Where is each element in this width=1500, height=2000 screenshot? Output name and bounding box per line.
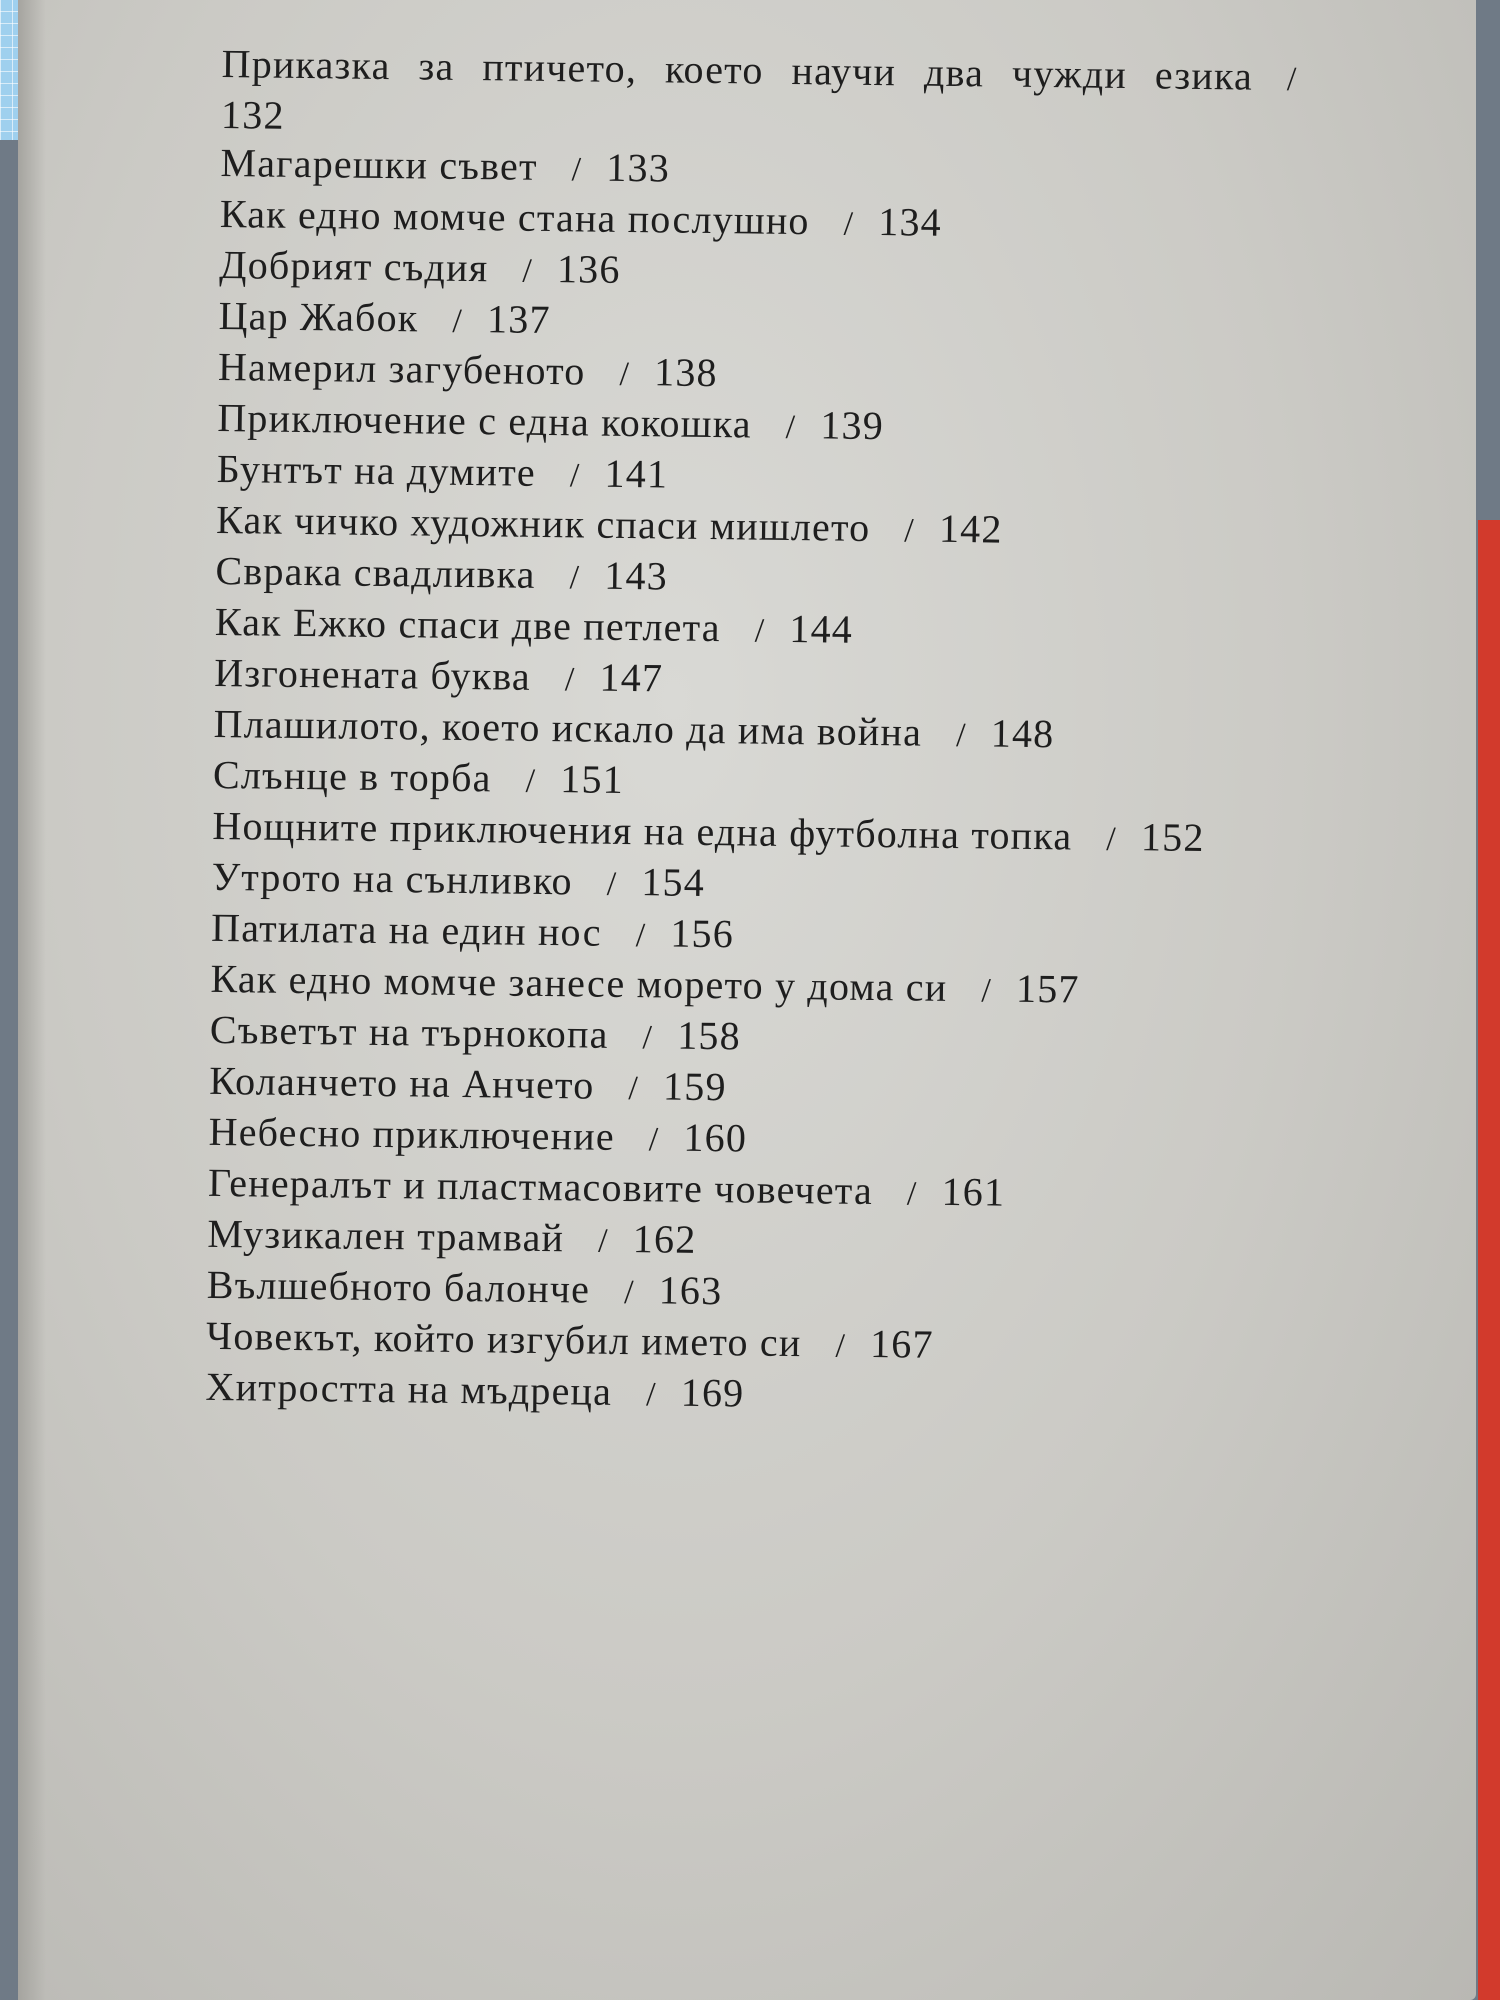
toc-separator: / — [785, 408, 797, 447]
toc-page-number: 144 — [789, 605, 854, 652]
toc-page-number: 133 — [606, 144, 671, 191]
toc-entry-title: Как чичко художник спаси мишлето — [215, 496, 871, 550]
toc-separator: / — [754, 612, 766, 650]
toc-page-number: 141 — [604, 450, 669, 497]
toc-page-number: 161 — [941, 1168, 1006, 1215]
toc-entry — [221, 40, 1322, 152]
toc-page-number: 139 — [820, 402, 885, 449]
toc-separator: / — [606, 865, 618, 903]
toc-page-number: 169 — [680, 1369, 745, 1416]
toc-entry-title: Нощните приключения на една футболна топка — [212, 802, 1073, 859]
toc-separator: / — [569, 457, 581, 495]
toc-entry-title: Сврака свадливка — [215, 547, 536, 597]
toc-page-number: 138 — [653, 349, 719, 396]
toc-page-number: 148 — [990, 710, 1055, 757]
toc-separator: / — [628, 1070, 640, 1108]
toc-page-number: 143 — [604, 552, 669, 599]
toc-page-number: 159 — [662, 1063, 727, 1110]
toc-entry-title: Утрото на сънливко — [211, 853, 574, 904]
toc-entry-title: Коланчето на Анчето — [209, 1057, 595, 1108]
toc-page-number: 154 — [641, 859, 706, 905]
toc-separator: / — [904, 512, 916, 550]
toc-separator: / — [619, 355, 631, 394]
toc-page-number: 167 — [869, 1321, 935, 1367]
table-of-contents — [205, 40, 1372, 1428]
toc-page-number: 156 — [670, 910, 735, 957]
toc-entry-title: Изгонената буква — [213, 649, 532, 699]
toc-separator: / — [571, 151, 583, 189]
toc-separator: / — [522, 252, 534, 290]
toc-separator: / — [955, 717, 967, 755]
toc-separator: / — [981, 972, 993, 1010]
toc-page-number: 142 — [938, 505, 1003, 552]
toc-separator: / — [1286, 61, 1298, 99]
toc-entry-title: Плашилото, което искало да има война — [213, 700, 923, 755]
toc-separator: / — [648, 1121, 660, 1159]
toc-page-number: 132 — [220, 91, 285, 138]
toc-entry-title: Магарешки съвет — [220, 139, 538, 189]
toc-separator: / — [452, 302, 464, 340]
toc-entry-title: Цар Жабок — [218, 292, 419, 341]
toc-page-number: 152 — [1140, 814, 1205, 861]
toc-entry-title: Бунтът на думите — [216, 445, 537, 495]
toc-entry-title: Как едно момче стана послушно — [219, 190, 810, 244]
toc-separator: / — [843, 205, 855, 243]
toc-separator: / — [835, 1327, 847, 1365]
toc-page-number: 157 — [1015, 965, 1080, 1012]
toc-entry-title: Добрият съдия — [218, 241, 489, 291]
toc-page-number: 151 — [560, 756, 625, 802]
toc-page-number: 136 — [556, 246, 621, 292]
toc-page-number: 162 — [632, 1216, 697, 1262]
toc-separator: / — [645, 1376, 658, 1414]
toc-entry-title: Вълшебното балонче — [206, 1261, 591, 1312]
toc-entry-title: Хитростта на мъдреца — [205, 1363, 613, 1414]
toc-separator: / — [1106, 820, 1118, 858]
toc-entry-title: Как Ежко спаси две петлета — [214, 598, 722, 651]
toc-separator: / — [623, 1274, 635, 1312]
toc-page-number: 158 — [676, 1012, 742, 1059]
toc-entry-title: Намерил загубеното — [217, 343, 586, 394]
toc-page-number: 137 — [486, 296, 551, 343]
book-cover-edge — [1478, 520, 1500, 2000]
toc-page-number: 147 — [599, 654, 664, 701]
toc-entry-title: Музикален трамвай — [207, 1210, 565, 1261]
toc-entry-title: Небесно приключение — [208, 1108, 616, 1159]
toc-separator: / — [525, 762, 537, 800]
toc-entry-title: Човекът, който изгубил името си — [205, 1312, 802, 1366]
toc-entry-title: Генералът и пластмасовите човечета — [207, 1159, 874, 1214]
toc-separator: / — [635, 917, 647, 955]
toc-page-number: 160 — [683, 1114, 748, 1161]
toc-separator: / — [642, 1019, 654, 1057]
toc-entry-title: Как едно момче занесе морето у дома си — [210, 955, 948, 1010]
toc-page-number: 134 — [878, 199, 943, 245]
toc-entry-title: Приказка за птичето, което научи два чужди езика — [221, 40, 1254, 99]
toc-entry-title: Слънце в торба — [212, 751, 492, 801]
toc-separator: / — [564, 661, 576, 699]
toc-separator: / — [597, 1222, 610, 1260]
toc-separator: / — [569, 559, 581, 597]
toc-separator: / — [906, 1175, 918, 1213]
toc-page-number: 163 — [658, 1267, 723, 1314]
toc-entry-title: Патилата на един нос — [210, 904, 603, 955]
toc-entry-title: Съветът на търнокопа — [209, 1006, 609, 1057]
toc-entry-title: Приключение с една кокошка — [217, 394, 752, 447]
